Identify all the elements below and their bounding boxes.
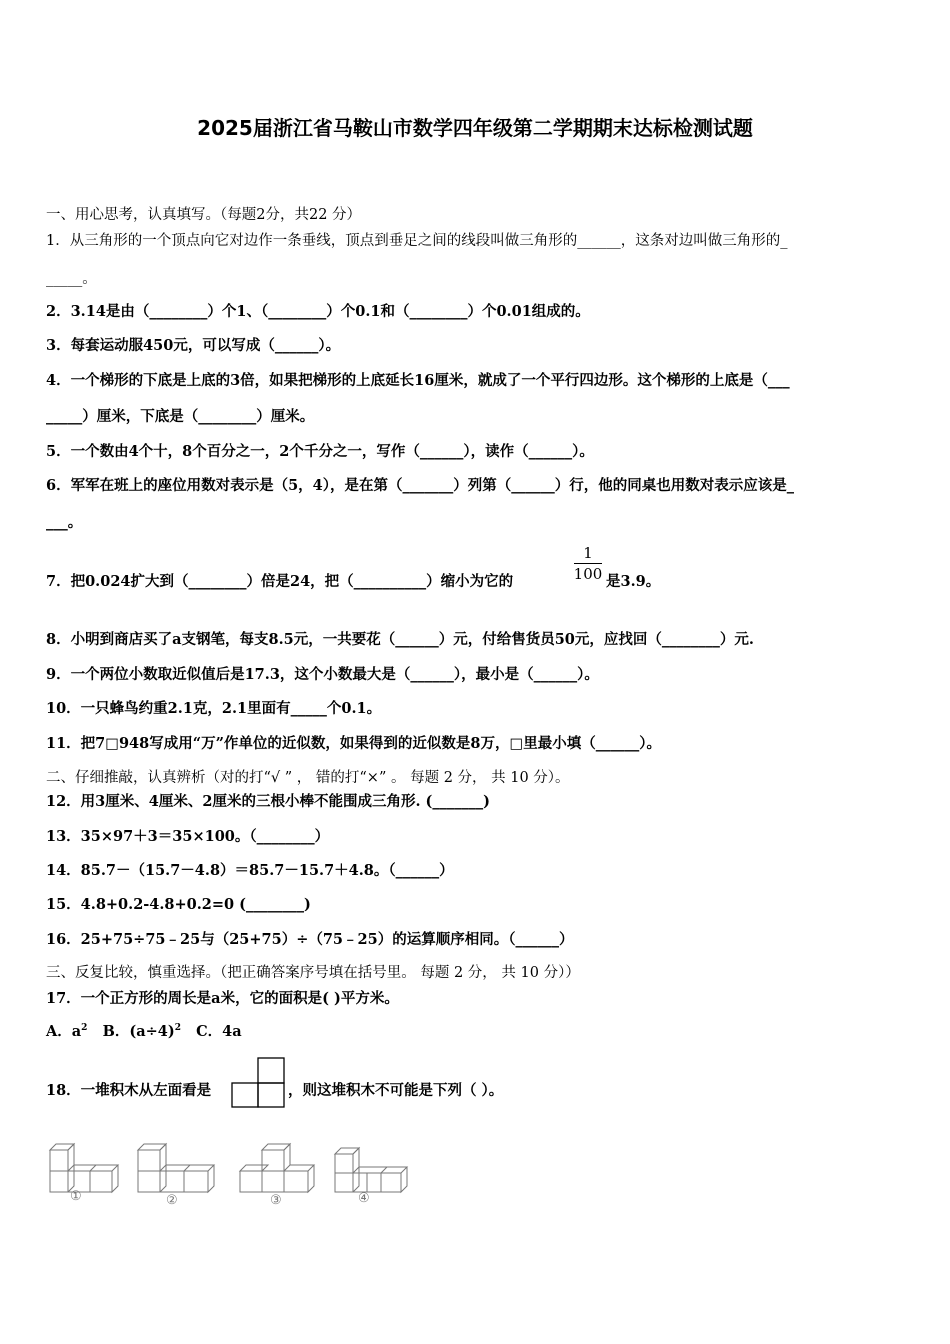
option-b: B．$(a\div 4)^2$ [102,1023,181,1040]
block-figure-4 [333,1140,411,1194]
question-11: 11．把7□948写成用“万”作单位的近似数，如果得到的近似数是8万，□里最小填（______）。 [46,735,661,752]
question-16: 16．25+75÷75﹣25与（25+75）÷（75﹣25）的运算顺序相同。（______） [46,931,574,948]
question-1-line-1: 1．从三角形的一个顶点向它对边作一条垂线，顶点到垂足之间的线段叫做三角形的______，这条对边叫做三角形的_ [46,233,788,249]
question-4-line-2: _____）厘米，下底是（________）厘米。 [46,408,315,425]
question-10: 10．一只蜂鸟约重2.1克，2.1里面有_____个0.1。 [46,700,382,717]
question-15: 15．4.8+0.2-4.8+0.2=0 (________) [46,896,311,913]
question-3: 3．每套运动服450元，可以写成（______）。 [46,337,341,354]
question-12: 12．用3厘米、4厘米、2厘米的三根小棒不能围成三角形. (_______) [46,793,491,810]
question-8: 8．小明到商店买了a支钢笔，每支8.5元，一共要花（______）元，付给售货员50元，应找回（________）元. [46,631,754,648]
question-18-after-figure: ，则这堆积木不可能是下列（ ）。 [288,1082,504,1099]
option-a: A．$a^2$ [46,1023,88,1040]
left-view-figure [231,1057,287,1109]
question-13: 13．35×97＋3＝35×100。（________） [46,828,330,845]
question-6-line-1: 6．军军在班上的座位用数对表示是（5，4），是在第（_______）列第（______）行，他的同桌也用数对表示应该是_ [46,477,795,494]
option-label-3: ③ [270,1193,282,1208]
block-figure-2 [136,1140,218,1194]
question-17-options [46,1020,242,1041]
option-c: C．4a [196,1023,242,1040]
question-7-after-fraction: 是3.9。 [606,573,661,590]
question-7-before-fraction: 7．把0.024扩大到（________）倍是24，把（__________）缩小为它的 [46,573,514,590]
question-17: 17．一个正方形的周长是a米，它的面积是( )平方米。 [46,990,399,1007]
left-view-top-block [258,1058,284,1083]
question-2: 2．3.14是由（________）个1、（________）个0.1和（________）个0.01组成的。 [46,303,590,320]
question-18-before-figure: 18．一堆积木从左面看是 [46,1082,212,1099]
option-label-1: ① [70,1189,82,1204]
block-figure-3 [238,1140,318,1194]
left-view-bottom-right-block [258,1083,284,1107]
option-label-4: ④ [358,1191,370,1206]
left-view-bottom-left-block [232,1083,258,1107]
section-3-heading: 三、反复比较，慎重选择。（把正确答案序号填在括号里。 每题 2 分， 共 10 分）） [46,965,580,981]
block-figure-1 [48,1140,120,1194]
question-6-line-2: ___。 [46,514,83,531]
section-2-heading: 二、仔细推敲，认真辨析（对的打“√ ” ， 错的打“×” 。 每题 2 分， 共 10 分）。 [46,770,570,786]
question-9: 9．一个两位小数取近似值后是17.3，这个小数最大是（______），最小是（______）。 [46,666,599,683]
section-1-heading: 一、用心思考，认真填写。（每题2分，共22 分） [46,207,362,223]
page-title: 2025届浙江省马鞍山市数学四年级第二学期期末达标检测试题 [197,116,753,140]
question-4-line-1: 4．一个梯形的下底是上底的3倍，如果把梯形的上底延长16厘米，就成了一个平行四边形。这个梯形的上底是（___ [46,372,790,389]
fraction-numerator: 1 [583,544,593,562]
question-5: 5．一个数由4个十，8个百分之一，2个千分之一，写作（______），读作（______）。 [46,443,594,460]
question-14: 14．85.7－（15.7－4.8）＝85.7－15.7＋4.8。（______） [46,862,454,879]
fraction-denominator: 100 [573,565,603,583]
fraction-one-hundredth [573,543,603,584]
option-label-2: ② [166,1193,178,1208]
question-1-line-2: _____。 [46,271,97,287]
